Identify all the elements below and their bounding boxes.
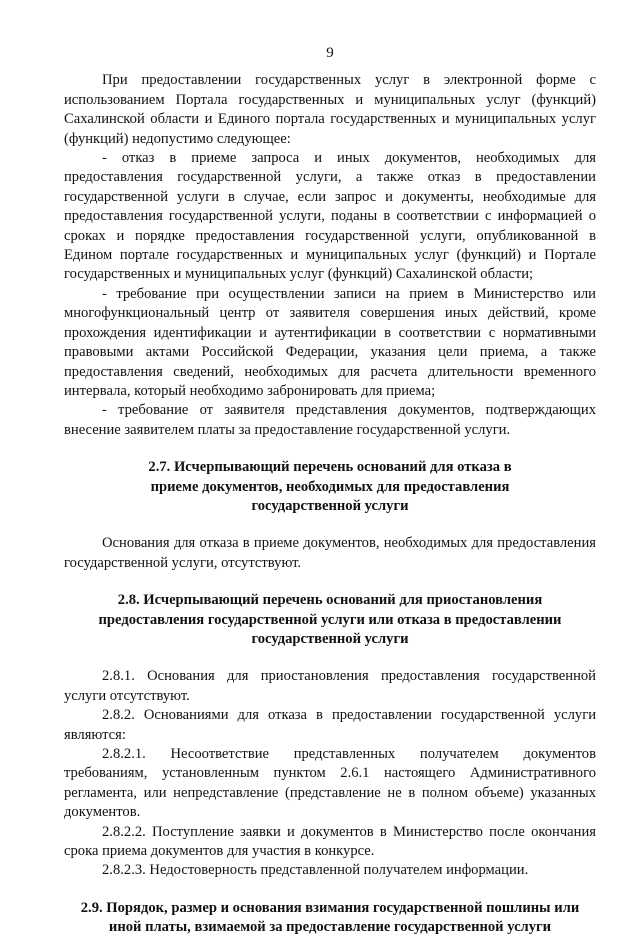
paragraph-item-appointment: - требование при осуществлении записи на прием в Министерство или многофункциональный центр от заявителя совершения иных действий, кроме прохождения идентификации и аутентификации в соответствии с нормативными правовыми актами Российской Федерации, указания цели приема, а также предоставления сведений, необходимых для расчета длительности временного интервала, который необходимо забронировать для приема; <box>64 285 596 399</box>
section-heading-2-9: 2.9. Порядок, размер и основания взимания государственной пошлины или иной платы, взимаемой за предоставление государственной услуги <box>80 899 580 936</box>
paragraph-2-8-2-2: 2.8.2.2. Поступление заявки и документов в Министерство после окончания срока приема документов для участия в конкурсе. <box>64 823 596 860</box>
paragraph-item-refusal: - отказ в приеме запроса и иных документов, необходимых для предоставления государственной услуги, а также отказ в предоставлении государственной услуги в случае, если запрос и документы, необходимые для предоставления государственной услуги, поданы в соответствии с информацией о сроках и порядке предоставления государственной услуги, опубликованной в Едином портале государственных и муниципальных услуг (функций) и Портале государственных и муниципальных услуг (функций) Сахалинской области; <box>64 150 596 283</box>
paragraph-2-8-2: 2.8.2. Основаниями для отказа в предоставлении государственной услуги являются: <box>64 707 596 743</box>
section-heading-2-8: 2.8. Исчерпывающий перечень оснований для приостановления предоставления государственной услуги или отказа в предоставлении государственной услуги <box>98 592 562 647</box>
paragraph-2-8-1: 2.8.1. Основания для приостановления предоставления государственной услуги отсутствуют. <box>64 668 596 704</box>
paragraph-intro: При предоставлении государственных услуг в электронной форме с использованием Портала государственных и муниципальных услуг (функций) Сахалинской области и Единого портала государственных и муниципальных услуг (функций) недопустимо следующее: <box>64 72 596 147</box>
paragraph-item-payment: - требование от заявителя представления документов, подтверждающих внесение заявителем платы за предоставление государственной услуги. <box>64 402 596 438</box>
paragraph-2-8-2-1: 2.8.2.1. Несоответствие представленных получателем документов требованиям, установленным пунктом 2.6.1 настоящего Административного регламента, или непредставление (представление не в полном объеме) указанных документов. <box>64 746 596 821</box>
page-number: 9 <box>326 45 334 61</box>
section-heading-2-7: 2.7. Исчерпывающий перечень оснований для отказа в приеме документов, необходимых для предоставления государственной услуги <box>148 459 512 514</box>
paragraph-2-8-2-3: 2.8.2.3. Недостоверность представленной получателем информации. <box>102 862 529 879</box>
paragraph-2-7-body: Основания для отказа в приеме документов, необходимых для предоставления государственной услуги, отсутствуют. <box>64 535 596 571</box>
